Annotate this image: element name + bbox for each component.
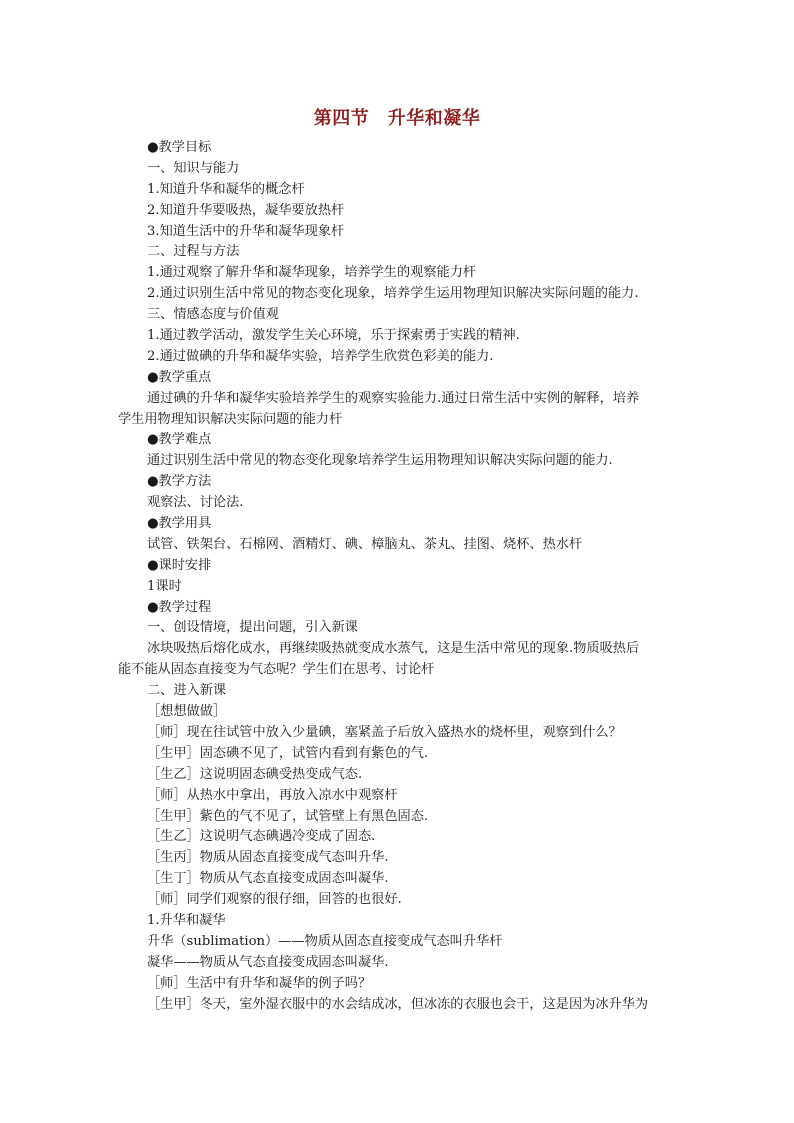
text-line: ●教学目标 (147, 140, 212, 155)
text-line: 1.升华和凝华 (147, 912, 226, 928)
text-line: 1课时 (147, 578, 182, 594)
text-line: ［生甲］冬天，室外湿衣服中的水会结成冰，但冰冻的衣服也会干，这是因为冰升华为 (147, 996, 649, 1012)
text-line: ［生丙］物质从固态直接变成气态叫升华. (147, 850, 389, 866)
text-line: 凝华——物质从气态直接变成固态叫凝华. (147, 954, 389, 970)
text-line: 冰块吸热后熔化成水，再继续吸热就变成水蒸气，这是生活中常见的现象.物质吸热后 (147, 641, 640, 657)
text-line: 1.通过教学活动，激发学生关心环境，乐于探索勇于实践的精神. (147, 328, 520, 344)
text-line: 1.知道升华和凝华的概念杆 (147, 181, 305, 197)
text-line: 3.知道生活中的升华和凝华现象杆 (147, 223, 345, 239)
text-line: ［生乙］这说明固态碘受热变成气态. (147, 766, 363, 782)
text-line: 学生用物理知识解决实际问题的能力杆 (118, 411, 343, 427)
text-line: ●课时安排 (147, 557, 212, 573)
text-line: ［生甲］紫色的气不见了，试管壁上有黑色固态. (147, 808, 429, 824)
text-line: 1.通过观察了解升华和凝华现象，培养学生的观察能力杆 (147, 265, 477, 281)
text-line: ［师］现在往试管中放入少量碘，塞紧盖子后放入盛热水的烧杯里，观察到什么？ (147, 724, 622, 740)
text-line: ［生乙］这说明气态碘遇冷变成了固态. (147, 829, 376, 845)
page-title: 第四节 升华和凝华 (313, 108, 481, 129)
text-line: ［生甲］固态碘不见了，试管内看到有紫色的气. (147, 745, 429, 761)
text-line: ［师］同学们观察的很仔细，回答的也很好. (147, 892, 402, 908)
text-line: 通过碘的升华和凝华实验培养学生的观察实验能力.通过日常生活中实例的解释，培养 (147, 390, 640, 406)
text-line: ［师］从热水中拿出，再放入凉水中观察杆 (147, 787, 398, 803)
text-line: ［生丁］物质从气态直接变成固态叫凝华. (147, 871, 389, 887)
document-body (118, 138, 677, 1015)
text-line: 二、过程与方法 (147, 244, 240, 260)
text-line: ●教学重点 (147, 369, 212, 385)
text-line: 试管、铁架台、石棉网、酒精灯、碘、樟脑丸、茶丸、挂图、烧杯、热水杆 (147, 536, 583, 552)
text-line: 观察法、讨论法. (147, 495, 244, 511)
text-line: ●教学难点 (147, 432, 212, 448)
text-line: 升华（sublimation）——物质从固态直接变成气态叫升华杆 (147, 933, 503, 949)
text-line: 三、情感态度与价值观 (147, 307, 279, 323)
text-line: 2.知道升华要吸热，凝华要放热杆 (147, 202, 345, 218)
text-line: ●教学用具 (147, 516, 212, 532)
text-line: 一、知识与能力 (147, 160, 240, 176)
text-line: ●教学方法 (147, 474, 212, 490)
text-line: ［想想做做］ (147, 704, 227, 720)
text-line: ［师］生活中有升华和凝华的例子吗？ (147, 975, 372, 991)
text-line: 2.通过做碘的升华和凝华实验，培养学生欣赏色彩美的能力. (147, 348, 494, 364)
text-line: 二、进入新课 (147, 683, 227, 699)
text-line: 能不能从固态直接变为气态呢？学生们在思考、讨论杆 (118, 662, 435, 678)
text-line: 通过识别生活中常见的物态变化现象培养学生运用物理知识解决实际问题的能力. (147, 453, 613, 469)
text-line: 2.通过识别生活中常见的物态变化现象，培养学生运用物理知识解决实际问题的能力. (147, 286, 639, 302)
text-line: ●教学过程 (147, 599, 212, 615)
text-line: 一、创设情境，提出问题，引入新课 (147, 620, 358, 636)
